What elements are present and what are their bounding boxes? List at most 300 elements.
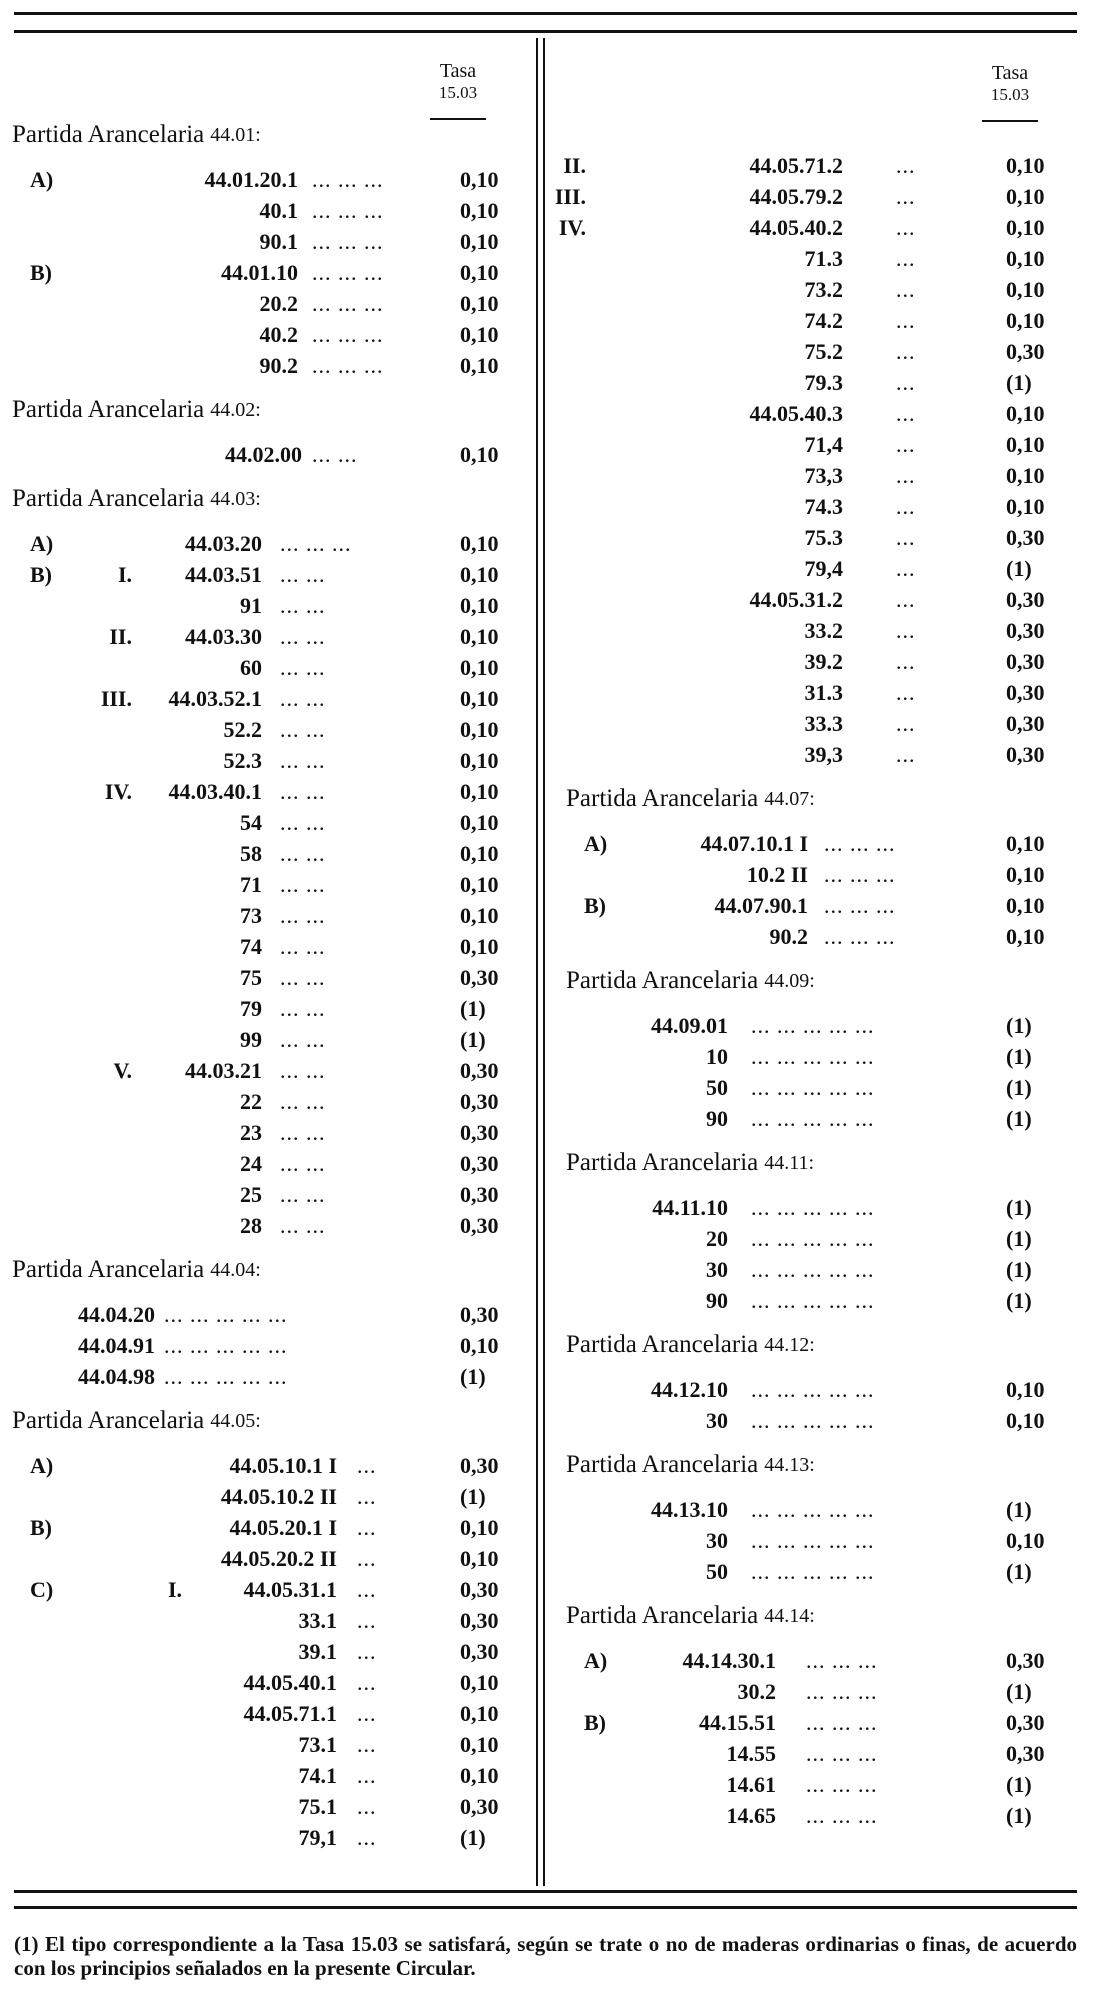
row-roman-numeral: IV. [104, 779, 132, 804]
tasa-value: 0,30 [460, 1120, 499, 1145]
leader-dots: ... ... ... [806, 1803, 878, 1828]
tariff-code: 44.05.79.2 [749, 184, 843, 209]
table-row [12, 1117, 532, 1148]
row-roman-numeral: II. [109, 624, 132, 649]
row-roman-numeral: I. [117, 562, 132, 587]
row-letter: A) [584, 1648, 608, 1673]
row-roman-numeral: III. [554, 184, 586, 209]
section-heading [566, 770, 1078, 828]
section-title: Partida Arancelaria [566, 1149, 759, 1176]
tasa-value: 0,10 [460, 1670, 499, 1695]
leader-dots: ... ... ... [824, 862, 896, 887]
table-row [12, 257, 532, 288]
tariff-code: 44.02.00 [225, 442, 302, 467]
tasa-value: 0,10 [460, 1701, 499, 1726]
leader-dots: ... ... ... ... ... [751, 1528, 875, 1553]
table-row [566, 305, 1078, 336]
tasa-value: 0,30 [1006, 1741, 1045, 1766]
section-number: 44.11: [764, 1151, 815, 1174]
leader-dots: ... [896, 649, 916, 674]
tasa-value: 0,30 [1006, 339, 1045, 364]
table-row [566, 828, 1078, 859]
tariff-code: 74.2 [804, 308, 843, 333]
tasa-value: 0,10 [1006, 308, 1045, 333]
table-row [12, 869, 532, 900]
tasa-value: 0,30 [1006, 711, 1045, 736]
table-row [12, 590, 532, 621]
tasa-value: 0,10 [460, 624, 499, 649]
table-row [12, 745, 532, 776]
table-row [12, 621, 532, 652]
tasa-value: (1) [1006, 1559, 1032, 1584]
tariff-code: 14.55 [726, 1741, 776, 1766]
table-row [554, 181, 1078, 212]
tasa-value: 0,10 [460, 1763, 499, 1788]
table-row [12, 1330, 532, 1361]
table-row [566, 584, 1078, 615]
tasa-value: (1) [1006, 1497, 1032, 1522]
tasa-value: 0,10 [1006, 893, 1045, 918]
leader-dots: ... [896, 215, 916, 240]
tasa-underline [982, 120, 1038, 122]
table-row [12, 559, 532, 590]
tasa-header-right [980, 62, 1040, 122]
section-title: Partida Arancelaria [12, 396, 205, 423]
tasa-value: (1) [1006, 1106, 1032, 1131]
tariff-code: 28 [240, 1213, 262, 1238]
row-letter: A) [30, 167, 54, 192]
table-row [566, 1800, 1078, 1831]
table-row [566, 1769, 1078, 1800]
row-letter: B) [30, 562, 52, 587]
leader-dots: ... ... [280, 624, 326, 649]
table-row [12, 1822, 532, 1853]
section-title: Partida Arancelaria [566, 1602, 759, 1629]
section-number: 44.01: [210, 123, 261, 146]
tariff-code: 14.65 [726, 1803, 776, 1828]
table-row [12, 1760, 532, 1791]
leader-dots: ... [896, 432, 916, 457]
tariff-code: 44.05.40.2 [749, 215, 843, 240]
tariff-code: 73.1 [298, 1732, 337, 1757]
table-row [566, 460, 1078, 491]
tasa-value: 0,10 [1006, 831, 1045, 856]
top-rule-1 [14, 12, 1077, 15]
section-number: 44.03: [210, 487, 261, 510]
tasa-value: 0,30 [460, 1058, 499, 1083]
tariff-code: 90.1 [259, 229, 298, 254]
section-heading [12, 106, 532, 164]
leader-dots: ... ... ... [806, 1648, 878, 1673]
tasa-value: (1) [1006, 556, 1032, 581]
tasa-value: 0,30 [460, 965, 499, 990]
tariff-code: 40.2 [259, 322, 298, 347]
leader-dots: ... ... ... ... ... [751, 1288, 875, 1313]
row-letter: B) [30, 1515, 52, 1540]
tariff-code: 74.3 [804, 494, 843, 519]
tasa-value: 0,30 [1006, 525, 1045, 550]
leader-dots: ... [357, 1453, 377, 1478]
leader-dots: ... ... ... ... ... [751, 1013, 875, 1038]
table-row [12, 683, 532, 714]
tariff-code: 44.03.30 [185, 624, 262, 649]
leader-dots: ... [357, 1794, 377, 1819]
leader-dots: ... [896, 308, 916, 333]
section-title: Partida Arancelaria [566, 1451, 759, 1478]
section-number: 44.02: [210, 398, 261, 421]
tariff-code: 44.12.10 [651, 1377, 728, 1402]
tasa-value: 0,10 [460, 229, 499, 254]
table-row [12, 1698, 532, 1729]
leader-dots: ... ... [280, 841, 326, 866]
column-divider-1 [536, 38, 538, 1886]
leader-dots: ... [357, 1484, 377, 1509]
leader-dots: ... ... ... ... ... [164, 1302, 288, 1327]
leader-dots: ... [896, 525, 916, 550]
leader-dots: ... ... ... [312, 322, 384, 347]
right-column [554, 150, 1078, 1831]
leader-dots: ... ... [280, 810, 326, 835]
section-heading [12, 470, 532, 528]
tasa-value: 0,30 [460, 1089, 499, 1114]
tasa-value: 0,10 [460, 934, 499, 959]
tariff-code: 73.2 [804, 277, 843, 302]
tasa-value: (1) [460, 996, 486, 1021]
leader-dots: ... ... ... ... ... [164, 1333, 288, 1358]
tasa-value: 0,30 [460, 1639, 499, 1664]
tariff-code: 44.03.52.1 [168, 686, 262, 711]
table-row [566, 1525, 1078, 1556]
tariff-code: 91 [240, 593, 262, 618]
table-row [12, 528, 532, 559]
section-heading [12, 381, 532, 439]
table-row [12, 1605, 532, 1636]
tasa-value: 0,10 [1006, 924, 1045, 949]
leader-dots: ... ... ... [312, 229, 384, 254]
tariff-code: 20 [706, 1226, 728, 1251]
tariff-code: 30.2 [737, 1679, 776, 1704]
leader-dots: ... ... [280, 562, 326, 587]
tariff-code: 52.2 [223, 717, 262, 742]
table-row [12, 439, 532, 470]
tariff-code: 44.07.90.1 [714, 893, 808, 918]
section-title: Partida Arancelaria [566, 1331, 759, 1358]
leader-dots: ... [357, 1701, 377, 1726]
table-row [566, 708, 1078, 739]
leader-dots: ... [896, 463, 916, 488]
table-row [12, 1148, 532, 1179]
tariff-code: 74.1 [298, 1763, 337, 1788]
tasa-value: 0,10 [1006, 862, 1045, 887]
leader-dots: ... [896, 153, 916, 178]
table-row [566, 522, 1078, 553]
table-row [566, 429, 1078, 460]
table-row [566, 1254, 1078, 1285]
tariff-code: 75.1 [298, 1794, 337, 1819]
leader-dots: ... ... [280, 1213, 326, 1238]
tariff-code: 20.2 [259, 291, 298, 316]
table-row [12, 900, 532, 931]
leader-dots: ... ... [280, 593, 326, 618]
tasa-value: 0,30 [1006, 649, 1045, 674]
leader-dots: ... [357, 1732, 377, 1757]
tariff-code: 44.05.31.1 [243, 1577, 337, 1602]
tasa-value: 0,10 [460, 1515, 499, 1540]
leader-dots: ... ... [280, 872, 326, 897]
table-row [566, 1676, 1078, 1707]
tasa-value: 0,30 [1006, 618, 1045, 643]
tariff-code: 44.05.40.1 [243, 1670, 337, 1695]
table-row [566, 890, 1078, 921]
leader-dots: ... [896, 742, 916, 767]
tariff-code: 44.01.20.1 [204, 167, 298, 192]
tasa-value: 0,10 [460, 1333, 499, 1358]
table-row [12, 1512, 532, 1543]
tasa-value: 0,10 [460, 1546, 499, 1571]
tasa-value: 0,10 [460, 593, 499, 618]
tariff-code: 79,1 [298, 1825, 337, 1850]
table-row [12, 714, 532, 745]
row-letter: A) [584, 831, 608, 856]
tasa-value: 0,10 [460, 872, 499, 897]
leader-dots: ... [896, 246, 916, 271]
table-row [12, 319, 532, 350]
tariff-code: 71.3 [804, 246, 843, 271]
tasa-value: 0,10 [1006, 246, 1045, 271]
leader-dots: ... [896, 556, 916, 581]
tasa-value: 0,10 [460, 903, 499, 928]
table-row [566, 1041, 1078, 1072]
table-row [12, 226, 532, 257]
tariff-code: 44.05.20.2 II [220, 1546, 337, 1571]
leader-dots: ... ... ... ... ... [751, 1559, 875, 1584]
leader-dots: ... [896, 339, 916, 364]
leader-dots: ... ... [280, 655, 326, 680]
section-heading [12, 1392, 532, 1450]
section-title: Partida Arancelaria [12, 121, 205, 148]
leader-dots: ... [357, 1763, 377, 1788]
section-number: 44.14: [764, 1604, 815, 1627]
leader-dots: ... ... ... [824, 893, 896, 918]
leader-dots: ... [357, 1639, 377, 1664]
leader-dots: ... ... ... [312, 291, 384, 316]
leader-dots: ... ... ... [312, 167, 384, 192]
tariff-code: 44.04.98 [78, 1364, 155, 1389]
tariff-code: 90 [706, 1288, 728, 1313]
section-number: 44.07: [764, 787, 815, 810]
leader-dots: ... [357, 1670, 377, 1695]
section-title: Partida Arancelaria [12, 1256, 205, 1283]
tasa-value: 0,10 [460, 353, 499, 378]
table-row [12, 1299, 532, 1330]
leader-dots: ... ... ... ... ... [751, 1044, 875, 1069]
leader-dots: ... [357, 1608, 377, 1633]
tasa-value: 0,30 [460, 1151, 499, 1176]
tariff-code: 44.05.10.1 I [229, 1453, 337, 1478]
tariff-code: 44.05.10.2 II [220, 1484, 337, 1509]
tariff-code: 44.05.71.2 [749, 153, 843, 178]
table-row [566, 1405, 1078, 1436]
tasa-value: 0,10 [460, 655, 499, 680]
tariff-code: 10.2 II [746, 862, 808, 887]
column-divider-2 [543, 38, 545, 1886]
section-heading [566, 1316, 1078, 1374]
tasa-value: 0,30 [460, 1577, 499, 1602]
tariff-code: 39,3 [804, 742, 843, 767]
tasa-value: 0,30 [1006, 742, 1045, 767]
tasa-value: (1) [1006, 1803, 1032, 1828]
row-letter: B) [584, 1710, 606, 1735]
table-row [12, 164, 532, 195]
table-row [566, 1192, 1078, 1223]
leader-dots: ... [357, 1825, 377, 1850]
tasa-value: (1) [460, 1484, 486, 1509]
tasa-value: (1) [1006, 1195, 1032, 1220]
tariff-code: 60 [240, 655, 262, 680]
tasa-value: 0,10 [460, 748, 499, 773]
table-row [566, 615, 1078, 646]
section-heading [566, 1134, 1078, 1192]
table-row [566, 398, 1078, 429]
tariff-code: 39.1 [298, 1639, 337, 1664]
leader-dots: ... ... ... [806, 1772, 878, 1797]
leader-dots: ... ... ... [806, 1741, 878, 1766]
leader-dots: ... ... [280, 934, 326, 959]
leader-dots: ... ... ... ... ... [751, 1497, 875, 1522]
leader-dots: ... [896, 401, 916, 426]
leader-dots: ... ... ... [280, 531, 352, 556]
table-row [12, 195, 532, 226]
tariff-code: 71 [240, 872, 262, 897]
tariff-code: 24 [240, 1151, 262, 1176]
tasa-value: 0,30 [1006, 1710, 1045, 1735]
table-row [12, 1024, 532, 1055]
table-row [566, 1556, 1078, 1587]
tasa-value: (1) [460, 1825, 486, 1850]
tasa-value: 0,30 [1006, 1648, 1045, 1673]
tariff-code: 44.03.51 [185, 562, 262, 587]
tariff-code: 44.09.01 [651, 1013, 728, 1038]
tasa-value: 0,10 [460, 198, 499, 223]
tariff-code: 33.2 [804, 618, 843, 643]
tariff-code: 30 [706, 1528, 728, 1553]
tariff-code: 22 [240, 1089, 262, 1114]
tasa-value: 0,10 [460, 562, 499, 587]
section-heading [566, 1436, 1078, 1494]
leader-dots: ... [896, 587, 916, 612]
leader-dots: ... ... ... ... ... [751, 1377, 875, 1402]
row-roman-numeral: IV. [558, 215, 586, 240]
leader-dots: ... ... ... ... ... [751, 1106, 875, 1131]
tasa-value: 0,10 [460, 1732, 499, 1757]
section-title: Partida Arancelaria [566, 967, 759, 994]
tasa-label: Tasa [991, 62, 1029, 84]
tasa-value: 0,10 [1006, 1528, 1045, 1553]
tasa-value: 0,10 [460, 291, 499, 316]
leader-dots: ... [896, 184, 916, 209]
top-rule-2 [14, 30, 1077, 33]
row-roman-numeral: V. [113, 1058, 132, 1083]
tasa-value: 0,30 [460, 1608, 499, 1633]
tariff-code: 23 [240, 1120, 262, 1145]
leader-dots: ... [896, 618, 916, 643]
table-row [566, 1494, 1078, 1525]
table-row [12, 1481, 532, 1512]
tariff-code: 44.03.21 [185, 1058, 262, 1083]
tasa-value: 0,10 [1006, 432, 1045, 457]
leader-dots: ... ... ... ... ... [164, 1364, 288, 1389]
leader-dots: ... [896, 277, 916, 302]
table-row [12, 350, 532, 381]
section-title: Partida Arancelaria [566, 785, 759, 812]
leader-dots: ... ... [280, 717, 326, 742]
tasa-value: 0,10 [1006, 184, 1045, 209]
tasa-value: (1) [1006, 370, 1032, 395]
table-row [12, 931, 532, 962]
tariff-code: 33.1 [298, 1608, 337, 1633]
leader-dots: ... ... ... ... ... [751, 1075, 875, 1100]
section-number: 44.09: [764, 969, 815, 992]
table-row [566, 1738, 1078, 1769]
row-roman-numeral: III. [100, 686, 132, 711]
table-row [12, 1574, 532, 1605]
tasa-value: 0,10 [460, 322, 499, 347]
table-row [566, 1072, 1078, 1103]
section-title: Partida Arancelaria [12, 485, 205, 512]
section-title: Partida Arancelaria [12, 1407, 205, 1434]
table-row [566, 921, 1078, 952]
tasa-value: 0,10 [460, 841, 499, 866]
tasa-value: 0,10 [460, 810, 499, 835]
leader-dots: ... ... [280, 748, 326, 773]
tasa-value: 0,10 [1006, 494, 1045, 519]
leader-dots: ... ... ... [824, 831, 896, 856]
row-letter: A) [30, 531, 54, 556]
tasa-value: (1) [1006, 1226, 1032, 1251]
tariff-code: 14.61 [726, 1772, 776, 1797]
tasa-value: 0,10 [460, 717, 499, 742]
tariff-code: 44.03.40.1 [168, 779, 262, 804]
footnote: (1) El tipo correspondiente a la Tasa 15.03 se satisfará, según se trate o no de maderas ordinarias o finas, de acuerdo con los principios señalados en la presente Circular. [14, 1932, 1077, 1980]
tariff-code: 90 [706, 1106, 728, 1131]
tariff-code: 44.14.30.1 [682, 1648, 776, 1673]
table-row [12, 1667, 532, 1698]
tariff-code: 44.01.10 [221, 260, 298, 285]
left-column [12, 106, 532, 1853]
tasa-value: 0,10 [1006, 463, 1045, 488]
tasa-value: (1) [1006, 1013, 1032, 1038]
section-number: 44.12: [764, 1333, 815, 1356]
section-heading [566, 952, 1078, 1010]
table-row [12, 1450, 532, 1481]
section-heading [566, 1587, 1078, 1645]
leader-dots: ... ... [280, 1182, 326, 1207]
table-row [12, 652, 532, 683]
table-row [12, 288, 532, 319]
tariff-code: 74 [240, 934, 262, 959]
leader-dots: ... [357, 1577, 377, 1602]
tasa-value: 0,10 [1006, 153, 1045, 178]
row-letter: B) [584, 893, 606, 918]
tariff-code: 40.1 [259, 198, 298, 223]
tariff-code: 99 [240, 1027, 262, 1052]
table-row [12, 1729, 532, 1760]
tariff-code: 44.04.91 [78, 1333, 155, 1358]
table-row [566, 1010, 1078, 1041]
section-heading [12, 1241, 532, 1299]
leader-dots: ... [896, 680, 916, 705]
tasa-value: 0,30 [460, 1794, 499, 1819]
